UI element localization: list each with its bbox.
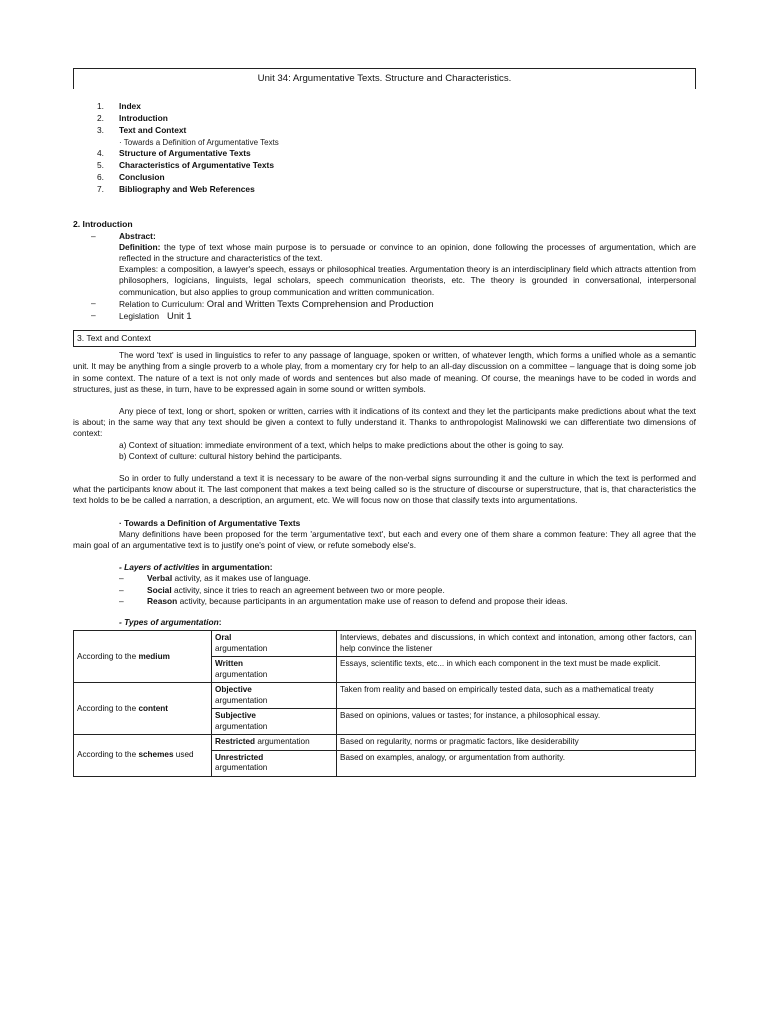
curriculum-value: Oral and Written Texts Comprehension and Production [204,297,434,309]
towards-definition-heading: · Towards a Definition of Argumentative Texts [119,517,301,528]
examples-paragraph: Examples: a composition, a lawyer's speech, essays or philosophical treaties. Argumentation theory is an interdisciplinary field which attracts attention from philosophers, logicians, linguists, legal scholars, speech communication theorists, etc. The theory is grounded in conversational, interpersonal communication, but also applies to group communication and written communication. [119,264,696,297]
abstract-label: Abstract: [119,230,156,241]
table-of-contents [97,101,696,195]
legislation-label: Legislation [119,311,160,321]
types-heading [73,617,696,628]
toc-label: Conclusion [119,172,165,183]
towards-definition-paragraph: Many definitions have been proposed for the term 'argumentative text', but each and every one of them share a common feature: They all agree that the main goal of an argumentative text is to justify one's point of view, or refute somebody else's. [73,528,696,551]
kind-rest: argumentation [255,737,310,747]
criterion-cell [74,631,212,683]
criterion-prefix: According to the [77,750,139,760]
title-box [73,68,696,89]
section-heading-introduction: 2. Introduction [73,219,133,230]
context-paragraph-1: The word 'text' is used in linguistics to refer to any passage of language, spoken or written, of whatever length, which forms a unified whole as a semantic unit. It may be anything from a single proverb to a whole play, from a momentary cry for help to an all-day discussion on a committee – language that is doing some job in some context. The nature of a text is not only made of words and sentences but also made of meaning. Of course, the meanings have to be coded in words and structures, just as these, in turn, have to be expressed again in some sound or written symbols. [73,350,696,394]
criterion-term: medium [138,651,170,661]
argumentation-kind-cell [212,735,337,751]
table-row [74,735,696,751]
legislation-line [119,310,696,322]
kind-term: Restricted [215,737,256,747]
argumentation-kind-cell [212,631,337,657]
toc-item [97,101,696,113]
toc-number: 5. [97,160,104,171]
toc-number: 7. [97,183,104,194]
table-row [74,683,696,709]
description-cell: Based on opinions, values or tastes; for instance, a philosophical essay. [337,709,696,735]
criterion-prefix: According to the [77,651,139,661]
argumentation-kind-cell [212,683,337,709]
criterion-cell [74,683,212,735]
toc-number: 1. [97,101,104,112]
layer-item [119,585,696,596]
description-cell: Based on regularity, norms or pragmatic factors, like desiderability [337,735,696,751]
criterion-suffix: used [173,750,194,760]
section-heading-text-and-context: 3. Text and Context [73,330,696,347]
layer-term: Reason [147,595,178,606]
dash-bullet: – [119,595,124,606]
criterion-term: schemes [138,750,174,760]
criterion-term: content [138,703,169,713]
toc-item [97,136,696,148]
dash-bullet: – [119,584,124,595]
dash-bullet: – [91,310,96,320]
toc-number: 4. [97,148,104,159]
toc-number: 3. [97,124,104,135]
curriculum-line [119,298,696,310]
context-of-culture: b) Context of culture: cultural history behind the participants. [119,450,342,461]
toc-label: Text and Context [119,124,187,135]
toc-item [97,125,696,137]
types-of-argumentation-table [73,630,696,777]
dash-bullet: – [91,297,96,308]
description-cell: Taken from reality and based on empirically tested data, such as a mathematical treaty [337,683,696,709]
definition-text: the type of text whose main purpose is to persuade or convince to an opinion, done following the processes of argumentation, which are reflected in the structure and characteristics of the text. [119,241,696,263]
toc-item [97,184,696,196]
toc-sub-label: · Towards a Definition of Argumentative Texts [119,137,279,147]
description-cell: Essays, scientific texts, etc... in which each component in the text must be made explicit. [337,657,696,683]
layer-term: Verbal [147,573,173,584]
table-row [74,631,696,657]
toc-number: 2. [97,113,104,124]
toc-item [97,172,696,184]
definition-label: Definition: [119,241,161,252]
layers-heading-italic: - Layers of activities [119,562,200,573]
toc-number: 6. [97,172,104,183]
toc-label: Structure of Argumentative Texts [119,148,251,159]
layer-term: Social [147,584,172,595]
layers-heading-rest: in argumentation: [199,562,273,573]
types-heading-text: - Types of argumentation [119,617,219,628]
kind-rest: argumentation [215,669,268,679]
context-paragraph-3: So in order to fully understand a text it is necessary to be aware of the non-verbal signs surrounding it and the culture in which the text is performed and what the participants know about it. The last component that makes a text being called so is the structure of discourse or superstructure, that is, that characteristics the text holds to be be called a narration, a description, an argument, etc. We will focus now on those that classify texts into argumentations. [73,473,696,506]
kind-term: Oral [215,633,232,643]
introduction-block [91,231,696,323]
kind-rest: argumentation [215,763,268,773]
dash-bullet: – [91,230,96,241]
toc-label: Bibliography and Web References [119,183,255,194]
document-page [73,68,696,777]
kind-rest: argumentation [215,643,268,653]
dash-bullet: – [119,573,124,584]
criterion-prefix: According to the [77,703,139,713]
toc-label: Introduction [119,113,168,124]
layer-text: activity, since it tries to reach an agreement between two or more people. [171,584,445,595]
layer-item [119,573,696,584]
layer-text: activity, as it makes use of language. [172,573,311,584]
description-cell: Based on examples, analogy, or argumentation from authority. [337,750,696,776]
types-heading-colon: : [218,617,222,628]
toc-label: Index [119,101,141,112]
curriculum-label: Relation to Curriculum: [119,298,205,309]
toc-item [97,148,696,160]
context-paragraph-2: Any piece of text, long or short, spoken or written, carries with it indications of its context and they let the participants make predictions about what the text is about; in the same way that any text should be given a context to fully understand it. Thanks to anthropologist Malinowski we can differentiate two dimensions of context: [73,406,696,439]
argumentation-kind-cell [212,750,337,776]
toc-label: Characteristics of Argumentative Texts [119,160,274,171]
kind-rest: argumentation [215,721,268,731]
kind-term: Unrestricted [215,752,264,762]
toc-item [97,160,696,172]
document-title: Unit 34: Argumentative Texts. Structure and Characteristics. [257,73,512,84]
argumentation-kind-cell [212,657,337,683]
toc-item [97,113,696,125]
kind-term: Written [215,659,244,669]
legislation-value: Unit 1 [167,310,192,321]
kind-rest: argumentation [215,695,268,705]
layer-item [119,596,696,607]
kind-term: Subjective [215,711,256,721]
argumentation-kind-cell [212,709,337,735]
criterion-cell [74,735,212,777]
layers-heading [73,562,696,573]
context-of-situation: a) Context of situation: immediate environment of a text, which helps to make predictions about the other is going to say. [119,439,564,450]
kind-term: Objective [215,685,252,695]
description-cell: Interviews, debates and discussions, in which context and intonation, among other factors, can help convince the listener [337,631,696,657]
definition-paragraph [119,242,696,264]
layer-text: activity, because participants in an argumentation make use of reason to defend and propose their ideas. [177,595,568,606]
layers-list [73,573,696,607]
